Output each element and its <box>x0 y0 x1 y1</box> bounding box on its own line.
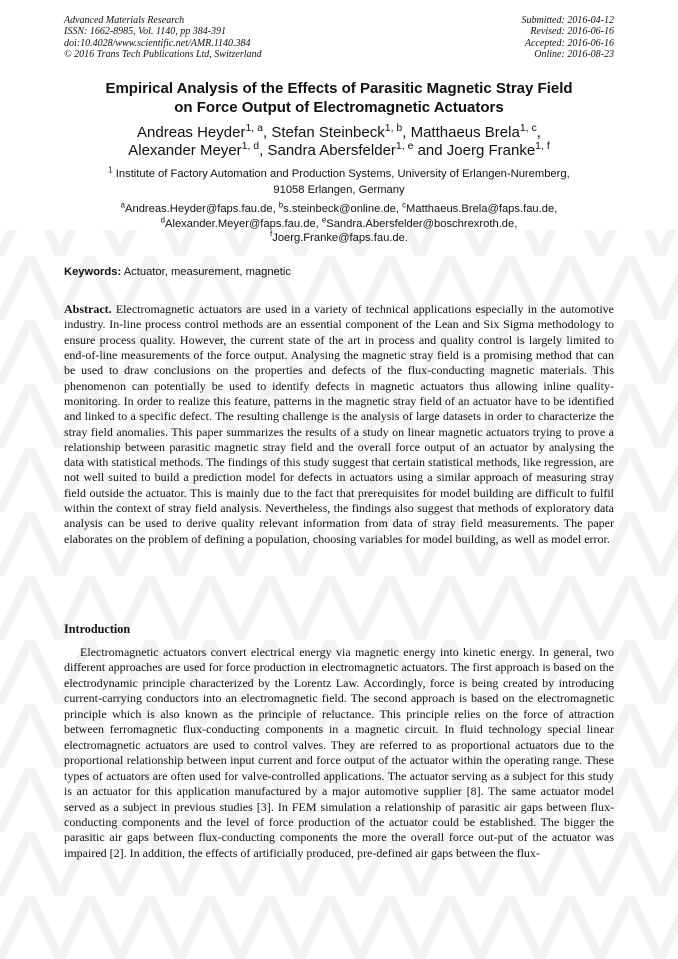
date-online: Online: 2016-08-23 <box>534 49 614 61</box>
journal-copyright: © 2016 Trans Tech Publications Ltd, Switzerland <box>64 49 262 61</box>
author-affiliation-mark: 1, a <box>245 122 263 134</box>
email-mark: f <box>270 229 273 239</box>
author-name: Alexander Meyer <box>128 141 242 159</box>
author-affiliation-mark: 1, e <box>395 139 414 152</box>
paper-title <box>40 80 638 117</box>
email-mark: c <box>402 200 407 210</box>
author-name: Andreas Heyder <box>137 124 246 141</box>
keywords-label: Keywords: <box>64 266 122 278</box>
separator: , <box>262 124 272 141</box>
affiliation-text: Institute of Factory Automation and Production Systems, University of Erlangen-Nuremberg, <box>115 168 570 180</box>
author-name: Stefan Steinbeck <box>271 124 385 141</box>
author-affiliation-mark: 1, c <box>519 122 537 134</box>
email-line-1: $^a$Andreas.Heyder@faps.fau.de, $^b$s.steinbeck@online.de, $^c$Matthaeus.Brela@faps.fau.de, <box>120 200 558 215</box>
journal-doi: doi:10.4028/www.scientific.net/AMR.1140.384 <box>64 37 251 49</box>
email-mark: a <box>120 200 126 210</box>
date-submitted: Submitted: 2016-04-12 <box>521 15 614 26</box>
email-link[interactable]: s.steinbeck@online.de <box>283 203 396 215</box>
section-heading-introduction: Introduction <box>64 622 131 636</box>
introduction-paragraph: Electromagnetic actuators convert electrical energy via magnetic energy into kinetic energy. In general, two different approaches are used for force production in electromagnetic actuators. The first approach is based on the electrodynamic principle characterized by the Lorentz Law. Accordingly, force is being created by introducing current-carrying conductors into an electromagnetic field. The second approach is based on the electromagnetic principle which is also known as the principle of reluctance. This principle relies on the force of attraction between ferromagnetic flux-conducting components in a magnetic circuit. In fluid technology special linear electromagnetic actuators are used to control valves. They are referred to as proportional actuators due to the proportional relationship between input current and force output of the actuator within the operating range. These types of actuators are often used for valve-controlled applications. The actuator serving as a subject for this study is an actuator for this application manufactured by a major automotive supplier [8]. The same actuator model served as a subject in previous studies [3]. In FEM simulation a relationship of parasitic air gaps between flux-conducting components and the level of force production of the actuator could be established. The bigger the parasitic air gaps between flux-conducting components the more the overall force out-put of the actuator was impaired [2]. In addition, the effects of artificially produced, pre-defined air gaps between the flux- <box>64 645 614 860</box>
publication-dates <box>522 15 615 61</box>
separator: , <box>259 141 268 159</box>
affiliation <box>60 167 618 198</box>
author-emails <box>60 202 618 246</box>
author-name: Sandra Abersfelder <box>267 141 396 159</box>
separator: , <box>536 124 541 141</box>
title-line-2: on Force Output of Electromagnetic Actuators <box>174 98 504 116</box>
email-mark: b <box>278 200 284 210</box>
abstract <box>64 302 614 547</box>
separator: , <box>402 124 411 141</box>
email-link[interactable]: Andreas.Heyder@faps.fau.de <box>125 203 273 215</box>
affiliation-line-1 <box>60 167 618 183</box>
author-name: Joerg Franke <box>446 141 536 159</box>
author-line-2 <box>40 139 638 160</box>
journal-info <box>64 15 262 61</box>
affiliation-line-2: 91058 Erlangen, Germany <box>273 183 405 196</box>
date-revised: Revised: 2016-06-16 <box>530 26 614 38</box>
author-affiliation-mark: 1, f <box>535 139 550 152</box>
author-affiliation-mark: 1, d <box>241 139 260 152</box>
email-mark: d <box>160 214 165 224</box>
email-link[interactable]: Matthaeus.Brela@faps.fau.de <box>406 203 555 215</box>
email-line-3 <box>60 231 618 246</box>
journal-name: Advanced Materials Research <box>64 15 185 26</box>
abstract-text: Electromagnetic actuators are used in a variety of technical applications especially in the automotive industry. In-line process control methods are an essential component of the Lean and Six Sigma methodology to ensure process quality. However, the current state of the art in process and quality control is largely limited to end-of-line measurements of the force output. Analysing the magnetic stray field is a promising method that can be used to draw conclusions on the properties and defects of the flux-conducting magnetic materials. This phenomenon can potentially be used to identify defects in magnetic actuators thus allowing inline quality-monitoring. In order to realize this feature, patterns in the magnetic stray field of an actuator have to be identified and linked to a specific defect. The resulting challenge is the analysis of large datasets in order to characterize the stray field anomalies. This paper summarizes the results of a study on linear magnetic actuators trying to prove a relationship between parasitic magnetic stray field and the overall force output of an actuator by analysing the data with statistical methods. The findings of this study suggest that certain statistical methods, like regression, are not well suited to build a prediction model for defects in actuators using a similar approach of measuring stray field outside the actuator. This is mainly due to the fact that prerequisites for model building are difficult to fulfil within the context of stray field analysis. Nevertheless, the findings also suggest that methods of exploratory data analysis can be used to derive quality relevant information from data of stray field measurements. The paper elaborates on the problem of defining a population, choosing variables for model building, as well as model error. <box>64 302 615 546</box>
keywords-text: Actuator, measurement, magnetic <box>121 266 291 278</box>
journal-issn: ISSN: 1662-8985, Vol. 1140, pp 384-391 <box>64 26 227 38</box>
abstract-label: Abstract. <box>64 302 112 316</box>
email-link[interactable]: Alexander.Meyer@faps.fau.de <box>165 217 316 230</box>
email-line-2: $^d$Alexander.Meyer@faps.fau.de, $^e$Sandra.Abersfelder@boschrexroth.de, <box>160 214 518 230</box>
author-affiliation-mark: 1, b <box>384 122 403 134</box>
separator: and <box>413 141 447 159</box>
email-mark: e <box>321 214 327 224</box>
keywords <box>64 266 291 278</box>
title-line-1: Empirical Analysis of the Effects of Parasitic Magnetic Stray Field <box>105 80 573 97</box>
author-list <box>40 124 638 159</box>
affiliation-mark: 1 <box>108 165 113 175</box>
email-link[interactable]: Joerg.Franke@faps.fau.de. <box>272 232 408 244</box>
date-accepted: Accepted: 2016-06-16 <box>524 37 614 49</box>
author-name: Matthaeus Brela <box>410 124 520 141</box>
email-link[interactable]: Sandra.Abersfelder@boschrexroth.de <box>326 217 515 230</box>
